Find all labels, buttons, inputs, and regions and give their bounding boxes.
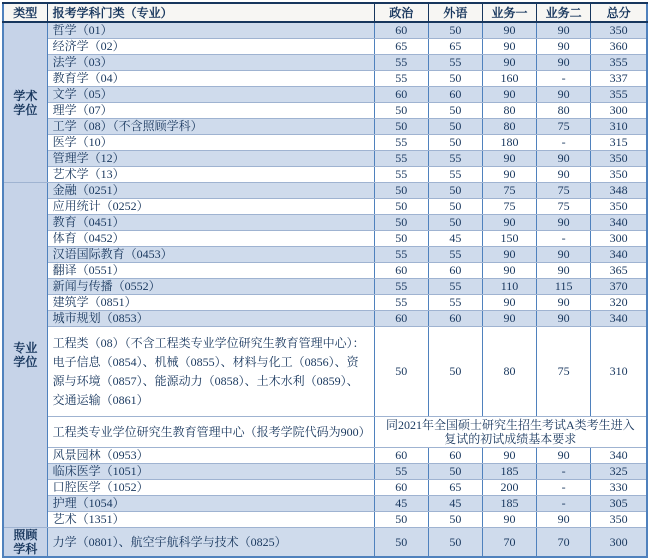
score-cell-business2: - (537, 135, 591, 151)
table-row (3, 480, 647, 496)
score-cell-politics: 50 (374, 183, 428, 199)
subject-cell: 经济学（02） (47, 39, 374, 55)
col-header-business2: 业务二 (537, 3, 591, 22)
score-cell-foreign: 50 (428, 464, 482, 480)
score-cell-politics: 50 (374, 199, 428, 215)
subject-cell: 护理（1054） (47, 496, 374, 512)
table-row (3, 55, 647, 71)
score-cell-business2: 75 (537, 119, 591, 135)
score-line-table (2, 2, 648, 558)
subject-cell: 艺术学（13） (47, 167, 374, 183)
score-cell-politics: 55 (374, 247, 428, 263)
subject-cell: 管理学（12） (47, 151, 374, 167)
table-header-row (3, 3, 647, 22)
score-cell-total: 310 (591, 327, 647, 417)
score-cell-total: 355 (591, 87, 647, 103)
score-cell-foreign: 60 (428, 87, 482, 103)
subject-cell: 风景园林（0953） (47, 448, 374, 464)
score-cell-business2: 90 (537, 295, 591, 311)
row-group-label: 专业学位 (13, 341, 38, 369)
subject-cell: 医学（10） (47, 135, 374, 151)
subject-cell: 口腔医学（1052） (47, 480, 374, 496)
score-cell-total: 355 (591, 55, 647, 71)
score-cell-business2: 90 (537, 22, 591, 39)
col-header-type: 类型 (3, 3, 47, 22)
score-cell-business1: 90 (482, 215, 536, 231)
score-cell-politics: 55 (374, 55, 428, 71)
score-cell-business1: 75 (482, 199, 536, 215)
table-row (3, 263, 647, 279)
score-cell-politics: 55 (374, 295, 428, 311)
table-row (3, 199, 647, 215)
subject-cell: 汉语国际教育（0453） (47, 247, 374, 263)
table-row (3, 22, 647, 39)
score-cell-foreign: 55 (428, 247, 482, 263)
score-cell-business1: 90 (482, 311, 536, 327)
score-cell-business1: 90 (482, 247, 536, 263)
score-cell-total: 340 (591, 448, 647, 464)
table-row (3, 496, 647, 512)
score-cell-politics: 55 (374, 167, 428, 183)
table-row (3, 448, 647, 464)
score-cell-total: 348 (591, 183, 647, 199)
score-cell-business1: 80 (482, 327, 536, 417)
score-cell-politics: 55 (374, 464, 428, 480)
score-cell-business2: - (537, 231, 591, 247)
score-cell-foreign: 50 (428, 183, 482, 199)
score-cell-total: 370 (591, 279, 647, 295)
score-cell-politics: 60 (374, 311, 428, 327)
score-cell-business1: 180 (482, 135, 536, 151)
score-cell-total: 350 (591, 512, 647, 528)
score-cell-business1: 80 (482, 119, 536, 135)
score-cell-foreign: 50 (428, 215, 482, 231)
table-body (3, 22, 647, 557)
spanning-note-cell: 同2021年全国硕士研究生招生考试A类考生进入复试的初试成绩基本要求 (374, 417, 647, 448)
subject-cell: 教育学（04） (47, 71, 374, 87)
score-cell-politics: 50 (374, 119, 428, 135)
subject-cell: 临床医学（1051） (47, 464, 374, 480)
table-row (3, 215, 647, 231)
score-cell-business1: 90 (482, 263, 536, 279)
score-cell-business1: 150 (482, 231, 536, 247)
score-cell-politics: 55 (374, 71, 428, 87)
score-cell-business2: 80 (537, 103, 591, 119)
score-cell-politics: 60 (374, 480, 428, 496)
score-cell-total: 365 (591, 263, 647, 279)
score-cell-business1: 90 (482, 87, 536, 103)
table-row (3, 183, 647, 199)
subject-cell: 翻译（0551） (47, 263, 374, 279)
table-row (3, 39, 647, 55)
score-cell-business2: 90 (537, 311, 591, 327)
score-cell-foreign: 50 (428, 199, 482, 215)
subject-cell: 教育（0451） (47, 215, 374, 231)
score-cell-business1: 80 (482, 103, 536, 119)
score-cell-business2: 115 (537, 279, 591, 295)
score-cell-business2: - (537, 464, 591, 480)
table-row (3, 135, 647, 151)
score-cell-foreign: 55 (428, 167, 482, 183)
score-cell-business1: 90 (482, 512, 536, 528)
score-cell-foreign: 65 (428, 39, 482, 55)
score-cell-business2: 90 (537, 263, 591, 279)
score-cell-business2: 90 (537, 448, 591, 464)
score-cell-foreign: 55 (428, 295, 482, 311)
subject-cell: 新闻与传播（0552） (47, 279, 374, 295)
score-cell-foreign: 50 (428, 528, 482, 558)
score-cell-business1: 70 (482, 528, 536, 558)
row-group-label-cell (3, 183, 47, 528)
subject-cell: 艺术（1351） (47, 512, 374, 528)
score-cell-business2: 75 (537, 199, 591, 215)
score-cell-business2: 75 (537, 327, 591, 417)
score-cell-foreign: 60 (428, 263, 482, 279)
score-cell-business1: 185 (482, 464, 536, 480)
score-cell-business1: 90 (482, 39, 536, 55)
score-cell-business1: 90 (482, 295, 536, 311)
subject-cell: 力学（0801）、航空宇航科学与技术（0825） (47, 528, 374, 558)
score-cell-foreign: 50 (428, 512, 482, 528)
score-cell-politics: 50 (374, 231, 428, 247)
table-row (3, 528, 647, 558)
score-cell-total: 350 (591, 151, 647, 167)
score-cell-total: 330 (591, 480, 647, 496)
score-cell-foreign: 60 (428, 448, 482, 464)
score-cell-business2: 90 (537, 87, 591, 103)
row-group-label: 学术学位 (13, 88, 38, 117)
score-cell-politics: 50 (374, 512, 428, 528)
score-cell-politics: 60 (374, 22, 428, 39)
score-cell-total: 305 (591, 496, 647, 512)
subject-cell: 工程类（08）（不含工程类专业学位研究生教育管理中心）：电子信息（0854）、机械（0855）、材料与化工（0856）、资源与环境（0857）、能源动力（0858）、土木水利（0859）、交通运输（0861） (47, 327, 374, 417)
table-row (3, 71, 647, 87)
score-cell-foreign: 50 (428, 119, 482, 135)
score-cell-politics: 60 (374, 87, 428, 103)
row-group-label-cell (3, 22, 47, 183)
table-row (3, 464, 647, 480)
subject-cell: 体育（0452） (47, 231, 374, 247)
table-row (3, 512, 647, 528)
subject-cell: 法学（03） (47, 55, 374, 71)
score-cell-politics: 50 (374, 103, 428, 119)
table-row (3, 247, 647, 263)
score-cell-business2: - (537, 71, 591, 87)
score-cell-foreign: 65 (428, 480, 482, 496)
table-row (3, 103, 647, 119)
score-cell-business2: 90 (537, 55, 591, 71)
score-cell-total: 310 (591, 119, 647, 135)
col-header-foreign: 外语 (428, 3, 482, 22)
score-cell-business2: 75 (537, 183, 591, 199)
score-cell-politics: 45 (374, 496, 428, 512)
score-cell-foreign: 50 (428, 103, 482, 119)
score-cell-total: 300 (591, 103, 647, 119)
subject-cell: 城市规划（0853） (47, 311, 374, 327)
col-header-business1: 业务一 (482, 3, 536, 22)
score-cell-foreign: 55 (428, 55, 482, 71)
subject-cell: 工学（08）（不含照顾学科） (47, 119, 374, 135)
score-cell-foreign: 50 (428, 71, 482, 87)
score-cell-business1: 160 (482, 71, 536, 87)
score-cell-total: 337 (591, 71, 647, 87)
row-group-label-cell (3, 528, 47, 558)
score-cell-business2: 90 (537, 512, 591, 528)
score-cell-politics: 50 (374, 528, 428, 558)
score-cell-business2: 90 (537, 167, 591, 183)
score-cell-politics: 55 (374, 135, 428, 151)
score-cell-foreign: 50 (428, 22, 482, 39)
score-cell-business2: 90 (537, 247, 591, 263)
score-cell-total: 350 (591, 22, 647, 39)
score-cell-total: 320 (591, 295, 647, 311)
score-cell-total: 325 (591, 464, 647, 480)
score-cell-total: 315 (591, 135, 647, 151)
score-cell-politics: 60 (374, 263, 428, 279)
score-cell-total: 360 (591, 39, 647, 55)
score-cell-total: 340 (591, 247, 647, 263)
col-header-total: 总分 (591, 3, 647, 22)
col-header-subject: 报考学科门类（专业） (47, 3, 374, 22)
subject-cell: 文学（05） (47, 87, 374, 103)
score-cell-total: 300 (591, 231, 647, 247)
subject-cell: 哲学（01） (47, 22, 374, 39)
score-cell-politics: 55 (374, 279, 428, 295)
table-row (3, 231, 647, 247)
score-cell-business1: 90 (482, 448, 536, 464)
score-cell-total: 300 (591, 528, 647, 558)
score-cell-business1: 90 (482, 167, 536, 183)
score-cell-foreign: 50 (428, 135, 482, 151)
score-cell-foreign: 55 (428, 151, 482, 167)
score-cell-total: 350 (591, 199, 647, 215)
score-cell-politics: 55 (374, 151, 428, 167)
subject-cell: 建筑学（0851） (47, 295, 374, 311)
table-row (3, 151, 647, 167)
score-cell-business2: 90 (537, 39, 591, 55)
subject-cell: 工程类专业学位研究生教育管理中心（报考学院代码为900） (47, 417, 374, 448)
score-cell-politics: 65 (374, 39, 428, 55)
table-row (3, 311, 647, 327)
score-cell-business1: 75 (482, 183, 536, 199)
score-cell-business2: - (537, 480, 591, 496)
score-cell-business1: 200 (482, 480, 536, 496)
score-cell-business1: 90 (482, 22, 536, 39)
row-group-label: 照顾学科 (13, 528, 38, 556)
table-row (3, 119, 647, 135)
table-row (3, 327, 647, 417)
score-cell-foreign: 60 (428, 311, 482, 327)
score-cell-foreign: 45 (428, 231, 482, 247)
score-cell-business1: 90 (482, 151, 536, 167)
score-cell-business1: 110 (482, 279, 536, 295)
table-row (3, 417, 647, 448)
score-cell-total: 350 (591, 167, 647, 183)
score-cell-business2: - (537, 496, 591, 512)
score-cell-business1: 185 (482, 496, 536, 512)
score-cell-politics: 50 (374, 215, 428, 231)
score-cell-total: 340 (591, 311, 647, 327)
score-cell-foreign: 45 (428, 496, 482, 512)
table-row (3, 279, 647, 295)
score-cell-business2: 70 (537, 528, 591, 558)
score-cell-foreign: 55 (428, 279, 482, 295)
score-cell-politics: 60 (374, 448, 428, 464)
subject-cell: 金融（0251） (47, 183, 374, 199)
subject-cell: 理学（07） (47, 103, 374, 119)
score-cell-total: 340 (591, 215, 647, 231)
score-cell-business1: 90 (482, 55, 536, 71)
subject-cell: 应用统计（0252） (47, 199, 374, 215)
score-cell-business2: 90 (537, 215, 591, 231)
col-header-politics: 政治 (374, 3, 428, 22)
score-cell-politics: 50 (374, 327, 428, 417)
table-row (3, 295, 647, 311)
table-row (3, 167, 647, 183)
table-row (3, 87, 647, 103)
score-cell-business2: 90 (537, 151, 591, 167)
score-cell-foreign: 50 (428, 327, 482, 417)
